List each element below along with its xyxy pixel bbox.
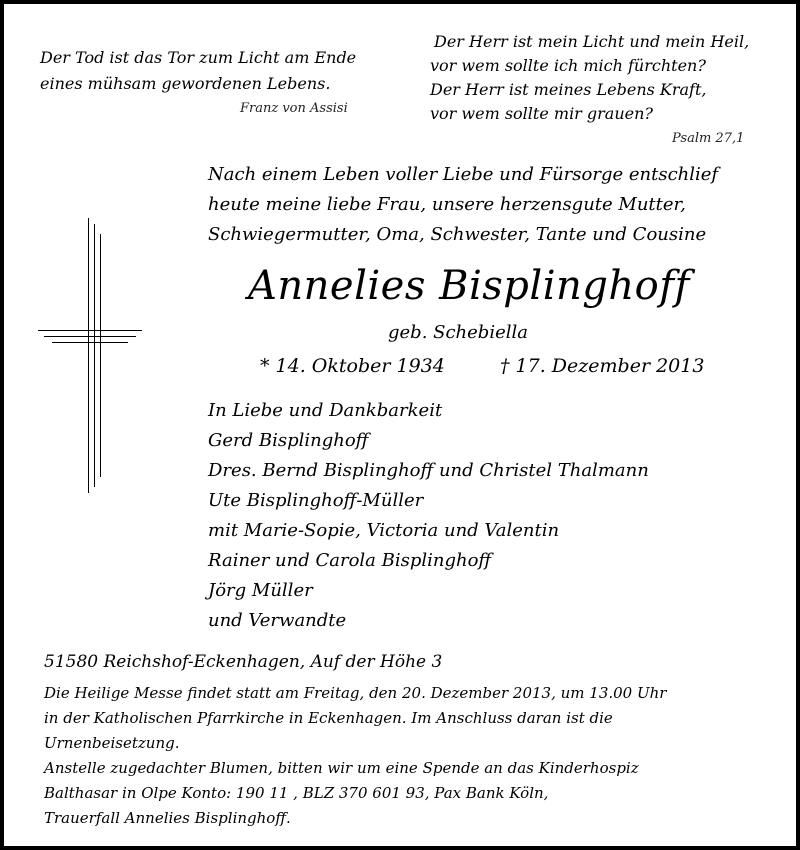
quote-left-line: Der Tod ist das Tor zum Licht am Ende — [40, 48, 357, 67]
quote-right-line: vor wem sollte ich mich fürchten? — [430, 56, 706, 75]
notice-line: Anstelle zugedachter Blumen, bitten wir um eine Spende an das Kinderhospiz — [44, 759, 639, 777]
notice-line: Balthasar in Olpe Konto: 190 11 , BLZ 370 601 93, Pax Bank Köln, — [44, 784, 549, 802]
mourner-line: mit Marie-Sopie, Victoria und Valentin — [208, 520, 560, 541]
intro-line: heute meine liebe Frau, unsere herzensgute Mutter, — [208, 194, 686, 215]
notice-line: in der Katholischen Pfarrkirche in Eckenhagen. Im Anschluss daran ist die — [44, 709, 613, 727]
address: 51580 Reichshof-Eckenhagen, Auf der Höhe 3 — [44, 652, 443, 672]
notice-line: Urnenbeisetzung. — [44, 734, 180, 752]
death-date: † 17. Dezember 2013 — [500, 355, 705, 377]
mourner-line: und Verwandte — [208, 610, 347, 631]
quote-left-source: Franz von Assisi — [240, 101, 348, 116]
quote-left-line: eines mühsam gewordenen Lebens. — [40, 74, 331, 93]
cross-icon — [38, 218, 142, 493]
notice-line: Trauerfall Annelies Bisplinghoff. — [44, 809, 291, 827]
notice-line: Die Heilige Messe findet statt am Freitag, den 20. Dezember 2013, um 13.00 Uhr — [44, 684, 667, 702]
quote-right-line: vor wem sollte mir grauen? — [430, 104, 653, 123]
quote-right-line: Der Herr ist meines Lebens Kraft, — [430, 80, 707, 99]
mourner-line: Jörg Müller — [208, 580, 313, 601]
deceased-name: Annelies Bisplinghoff — [248, 263, 690, 309]
mourner-line: In Liebe und Dankbarkeit — [208, 400, 443, 421]
mourner-line: Ute Bisplinghoff-Müller — [208, 490, 424, 511]
intro-line: Nach einem Leben voller Liebe und Fürsorge entschlief — [208, 164, 719, 185]
mourner-line: Dres. Bernd Bisplinghoff und Christel Thalmann — [208, 460, 649, 481]
mourner-line: Gerd Bisplinghoff — [208, 430, 369, 451]
birth-date: * 14. Oktober 1934 — [260, 355, 445, 377]
quote-right-line: Der Herr ist mein Licht und mein Heil, — [434, 32, 750, 51]
birth-name: geb. Schebiella — [388, 322, 528, 343]
quote-right-source: Psalm 27,1 — [672, 131, 745, 146]
mourner-line: Rainer und Carola Bisplinghoff — [208, 550, 492, 571]
intro-line: Schwiegermutter, Oma, Schwester, Tante und Cousine — [208, 224, 707, 245]
